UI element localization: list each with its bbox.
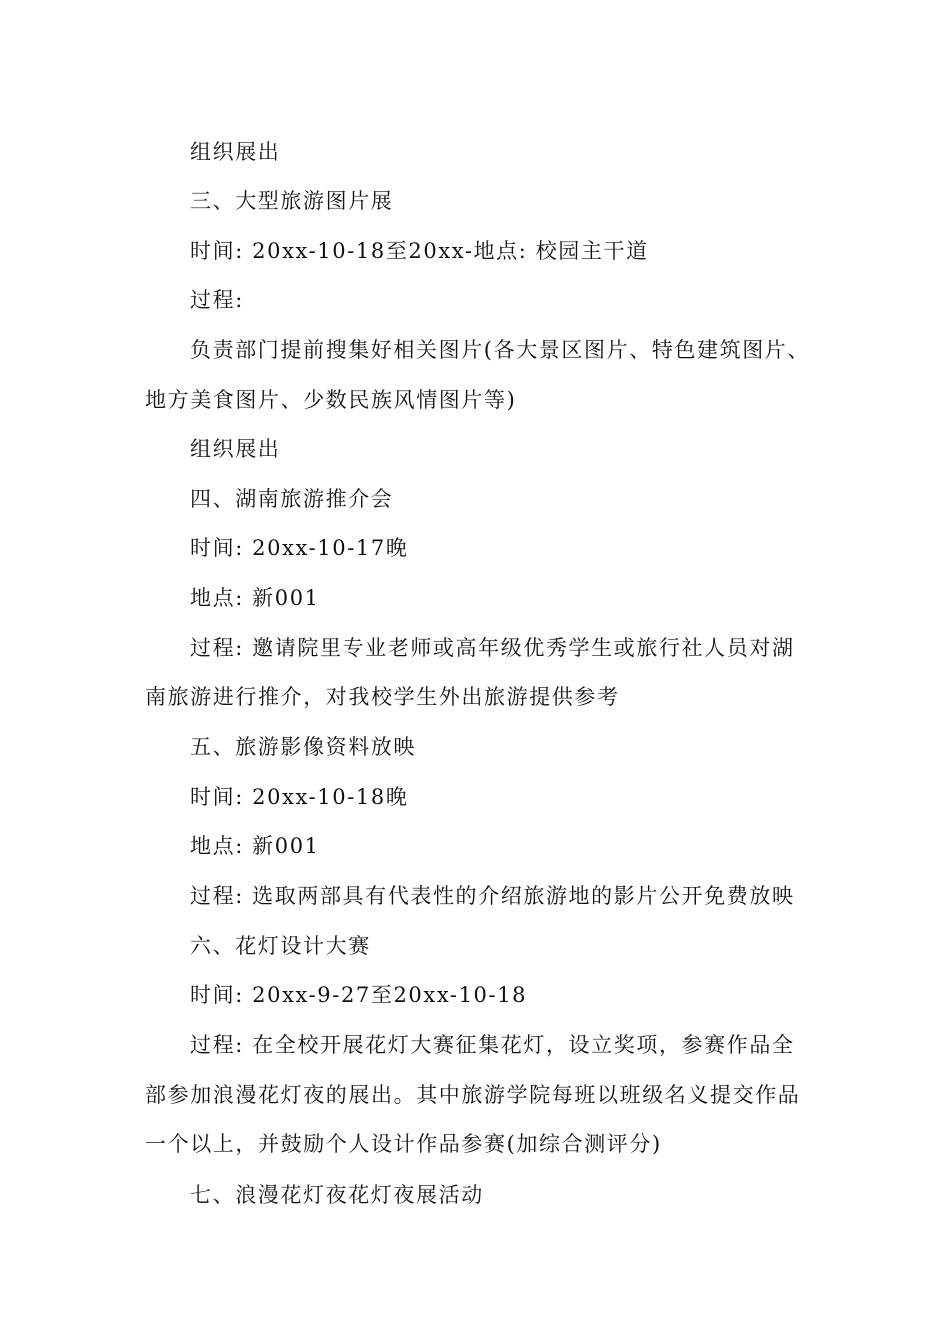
paragraph-line: 过程: 在全校开展花灯大赛征集花灯，设立奖项，参赛作品全 — [190, 1033, 795, 1057]
section-heading: 五、旅游影像资料放映 — [190, 735, 416, 759]
text-line: 地点: 新001 — [190, 586, 320, 610]
section-heading: 六、花灯设计大赛 — [190, 934, 371, 958]
text-line: 地点: 新001 — [190, 834, 320, 858]
text-line: 时间: 20xx-10-17晚 — [190, 536, 409, 560]
text-line: 时间: 20xx-9-27至20xx-10-18 — [190, 983, 528, 1007]
text-line: 过程: — [190, 288, 244, 312]
section-heading: 三、大型旅游图片展 — [190, 189, 394, 213]
text-line: 时间: 20xx-10-18至20xx-地点: 校园主干道 — [190, 239, 649, 263]
text-line: 组织展出 — [190, 437, 281, 461]
paragraph-line: 一个以上，并鼓励个人设计作品参赛(加综合测评分) — [145, 1132, 662, 1156]
text-line: 时间: 20xx-10-18晚 — [190, 785, 409, 809]
paragraph-line: 部参加浪漫花灯夜的展出。其中旅游学院每班以班级名义提交作品 — [145, 1083, 801, 1107]
paragraph-line: 过程: 邀请院里专业老师或高年级优秀学生或旅行社人员对湖 — [190, 636, 795, 660]
paragraph-line: 地方美食图片、少数民族风情图片等) — [145, 388, 517, 412]
paragraph-line: 负责部门提前搜集好相关图片(各大景区图片、特色建筑图片、 — [190, 338, 810, 362]
section-heading: 七、浪漫花灯夜花灯夜展活动 — [190, 1183, 484, 1207]
paragraph-line: 南旅游进行推介，对我校学生外出旅游提供参考 — [145, 685, 620, 709]
section-heading: 四、湖南旅游推介会 — [190, 487, 394, 511]
text-line: 组织展出 — [190, 140, 281, 164]
text-line: 过程: 选取两部具有代表性的介绍旅游地的影片公开免费放映 — [190, 884, 795, 908]
